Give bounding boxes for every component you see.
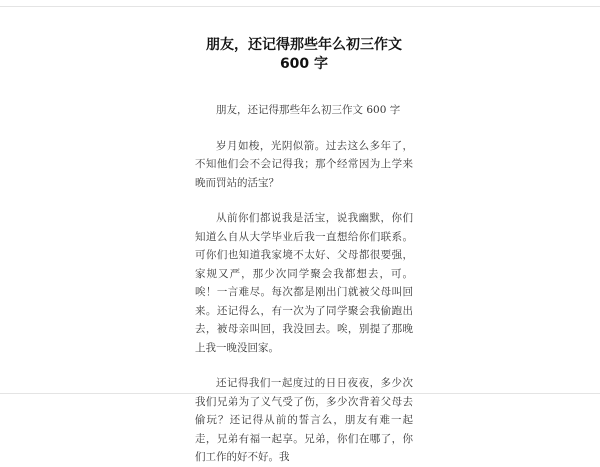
paragraph-3: 还记得我们一起度过的日日夜夜，多少次我们兄弟为了义气受了伤，多少次背着父母去偷玩？还记得从前的誓言么，朋友有难一起走，兄弟有福一起享。兄弟，你们在哪了，你们工作的好不好。我 [195,377,413,463]
article-subtitle: 朋友，还记得那些年么初三作文 600 字 [216,104,401,116]
article-title: 朋友，还记得那些年么初三作文 600 字 [206,37,402,72]
paragraph-1: 岁月如梭，光阴似箭。过去这么多年了，不知他们会不会记得我；那个经常因为上学来晚而罚站的活宝？ [195,139,413,189]
paragraph-2: 从前你们都说我是活宝，说我幽默，你们知道么自从大学毕业后我一直想给你们联系。可你们也知道我家境不太好、父母都很要强，家规又严，那少次同学聚会我都想去，可。唉！一言难尽。每次都是刚出门就被父母叫回来。还记得么，有一次为了同学聚会我偷跑出去，被母亲叫回，我没回去。唉，别提了那晚上我一晚没回家。 [195,212,413,354]
article-body [195,0,413,463]
bottom-divider [0,393,600,394]
